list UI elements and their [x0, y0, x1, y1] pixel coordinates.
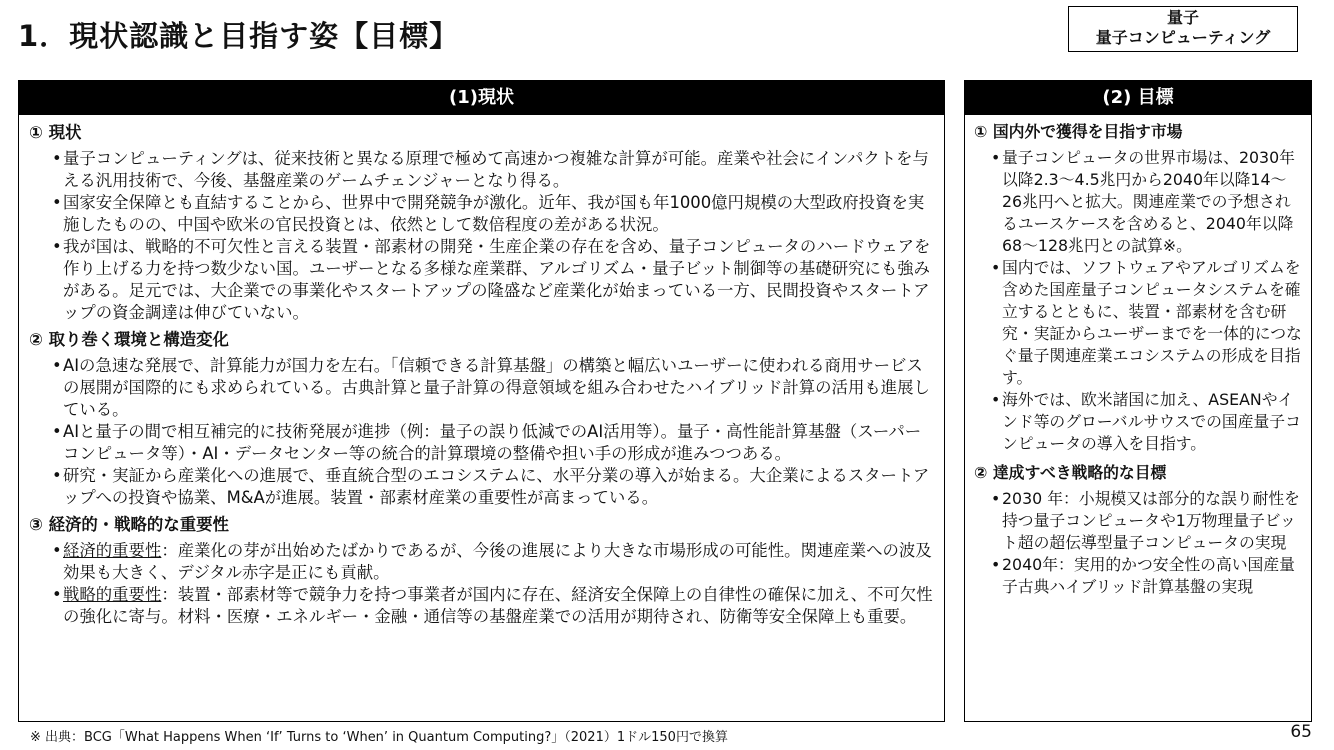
bullet-item: [29, 584, 936, 628]
bullet-item: • 2030 年：小規模又は部分的な誤り耐性を持つ量子コンピュータや1万物理量子ビット超の超伝導型量子コンピュータの実現: [974, 488, 1305, 554]
bullet-item: • 研究・実証から産業化への進展で、垂直統合型のエコシステムに、水平分業の導入が始まる。大企業によるスタートアップへの投資や協業、M&Aが進展。装置・部素材産業の重要性が高まっている。: [29, 465, 936, 509]
page-title: 1．現状認識と目指す姿【目標】: [18, 19, 460, 53]
bullet-item: • 国内では、ソフトウェアやアルゴリズムを含めた国産量子コンピュータシステムを確立するとともに、装置・部素材を含む研究・実証からユーザーまでを一体的につなぐ量子関連産業エコシステムの形成を目指す。: [974, 257, 1305, 389]
bullet-item: • 量子コンピューティングは、従来技術と異なる原理で極めて高速かつ複雑な計算が可能。産業や社会にインパクトを与える汎用技術で、今後、基盤産業のゲームチェンジャーとなり得る。: [29, 148, 936, 192]
footnote: ※ 出典：BCG「What Happens When ‘If’ Turns to ‘When’ in Quantum Computing?」（2021）1ドル150円で換算: [30, 730, 728, 745]
bullet-item: • 国家安全保障とも直結することから、世界中で開発競争が激化。近年、我が国も年1000億円規模の大型政府投資を実施したものの、中国や欧米の官民投資とは、依然として数倍程度の差がある状況。: [29, 192, 936, 236]
bullet-item: • 2040年：実用的かつ安全性の高い国産量子古典ハイブリッド計算基盤の実現: [974, 554, 1305, 598]
page-number: 65: [1290, 722, 1312, 742]
bullet-label-economic: 経済的重要性: [63, 541, 162, 560]
targets-heading: (2) 目標: [965, 81, 1311, 115]
section-heading: ③ 経済的・戦略的な重要性: [29, 515, 229, 534]
category-tag-line2: 量子コンピューティング: [1095, 28, 1271, 47]
category-tag-line1: 量子: [1166, 8, 1199, 27]
bullet-label-strategic: 戦略的重要性: [63, 585, 162, 604]
bullet-text: ：産業化の芽が出始めたばかりであるが、今後の進展により大きな市場形成の可能性。関連産業への波及効果も大きく、デジタル赤字是正にも貢献。: [63, 541, 932, 582]
category-tag: [1068, 6, 1298, 52]
bullet-item: • AIと量子の間で相互補完的に技術発展が進捗（例：量子の誤り低減でのAI活用等）。量子・高性能計算基盤（スーパーコンピュータ等）・AI・データセンター等の統合的計算環境の整備や担い手の形成が進みつつある。: [29, 421, 936, 465]
current-status-heading: (1)現状: [19, 81, 944, 115]
bullet-item: • AIの急速な発展で、計算能力が国力を左右。「信頼できる計算基盤」の構築と幅広いユーザーに使われる商用サービスの展開が国際的にも求められている。古典計算と量子計算の得意領域を組み合わせたハイブリッド計算の活用も進展している。: [29, 355, 936, 421]
bullet-item: • 量子コンピュータの世界市場は、2030年以降2.3～4.5兆円から2040年以降14～26兆円へと拡大。関連産業での予想されるユースケースを含めると、2040年以降68～128兆円との試算※。: [974, 147, 1305, 257]
section-heading: ② 取り巻く環境と構造変化: [29, 330, 229, 349]
bullet-item: [29, 540, 936, 584]
section-heading: ① 現状: [29, 123, 82, 142]
bullet-item: • 海外では、欧米諸国に加え、ASEANやインド等のグローバルサウスでの国産量子コンピュータの導入を目指す。: [974, 389, 1305, 455]
current-status-body: [19, 115, 944, 628]
bullet-text: ：装置・部素材等で競争力を持つ事業者が国内に存在、経済安全保障上の自律性の確保に加え、不可欠性の強化に寄与。材料・医療・エネルギー・金融・通信等の基盤産業での活用が期待され、防衛等安全保障上も重要。: [63, 585, 933, 626]
targets-panel: [964, 80, 1312, 722]
section-heading: ② 達成すべき戦略的な目標: [974, 463, 1167, 482]
current-status-panel: [18, 80, 945, 722]
targets-body: [965, 115, 1311, 598]
bullet-item: • 我が国は、戦略的不可欠性と言える装置・部素材の開発・生産企業の存在を含め、量子コンピュータのハードウェアを作り上げる力を持つ数少ない国。ユーザーとなる多様な産業群、アルゴリズム・量子ビット制御等の基礎研究にも強みがある。足元では、大企業での事業化やスタートアップの隆盛など産業化が始まっている一方、民間投資やスタートアップの資金調達は伸びていない。: [29, 236, 936, 324]
section-heading: ① 国内外で獲得を目指す市場: [974, 122, 1183, 141]
